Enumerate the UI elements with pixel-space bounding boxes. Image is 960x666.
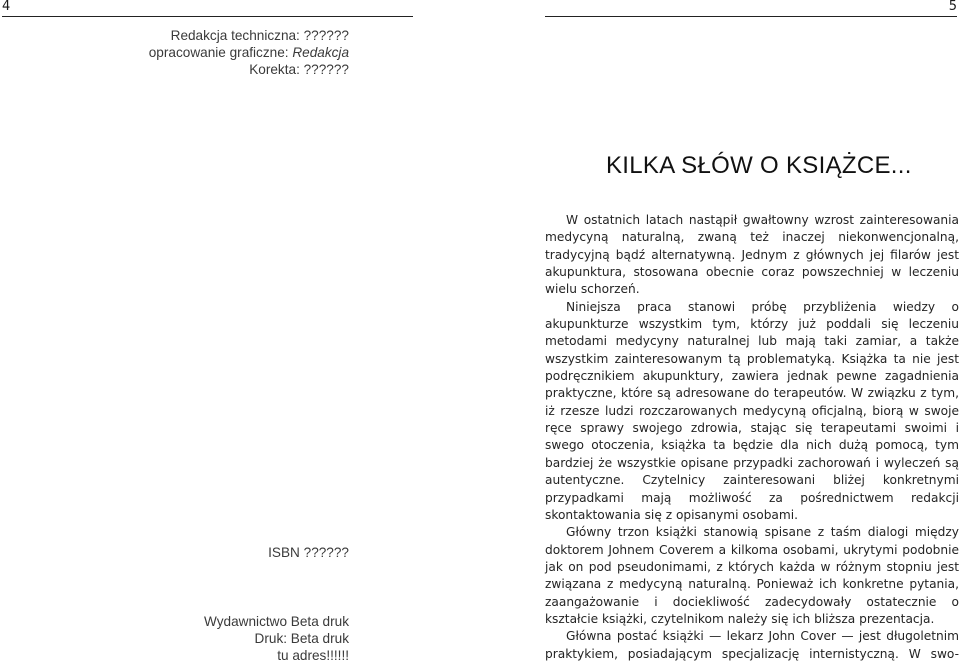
page-number-left: 4 bbox=[2, 0, 11, 14]
header-rule-right bbox=[545, 16, 957, 17]
printer-name: Druk: Beta druk bbox=[254, 631, 349, 646]
credit-proofreading: Korekta: ?????? bbox=[249, 62, 349, 77]
publisher-address: tu adres!!!!!! bbox=[277, 648, 349, 663]
left-page bbox=[0, 0, 414, 666]
publisher-name: Wydawnictwo Beta druk bbox=[204, 614, 349, 629]
chapter-title: KILKA SŁÓW O KSIĄŻCE... bbox=[606, 152, 912, 179]
credit-graphic-design: opracowanie graficzne: Redakcja bbox=[148, 45, 349, 60]
isbn-line: ISBN ?????? bbox=[268, 545, 349, 560]
paragraph: W ostatnich latach nastąpił gwałtowny wzrost zainteresowania medycyną naturalną, zwaną też inaczej niekonwencjonalną, tradycyjną bądź alternatywną. Jednym z głównych jej filarów jest akupunktura, stosowana obecnie coraz powszechniej w leczeniu wielu schorzeń. bbox=[545, 213, 959, 297]
chapter-body bbox=[545, 212, 959, 663]
paragraph: Główna postać książki — lekarz John Cover — jest długoletnim praktykiem, posiadającym specjalizację internistyczną. W swo- bbox=[545, 629, 959, 661]
paragraph: Niniejsza praca stanowi próbę przybliżenia wiedzy o akupunkturze wszystkim tym, którzy już poddali się leczeniu metodami medycyny naturalnej lub mają taki zamiar, a także wszystkim zainteresowanym tą problematyką. Książka ta nie jest podręcznikiem akupunktury, zawiera jednak pewne zagadnienia praktyczne, które są adresowane do terapeutów. W związku z tym, iż rzesze ludzi rozczarowanych medycyną oficjalną, biorą w swoje ręce sprawy swojego zdrowia, stając się terapeutami swoimi i swego otoczenia, książka ta będzie dla nich dużą pomocą, tym bardziej że wszystkie opisane przypadki zachorowań i wyleczeń są autentyczne. Czytelnicy zainteresowani bliżej konkretnymi przypadkami mają możliwość za pośrednictwem redakcji skontaktowania się z opisanymi osobami. bbox=[545, 299, 959, 522]
editorial-credits bbox=[0, 27, 349, 78]
credit-technical-editor: Redakcja techniczna: ?????? bbox=[170, 28, 349, 43]
page-number-right: 5 bbox=[948, 0, 957, 14]
publisher-credits bbox=[0, 613, 349, 664]
header-rule-left bbox=[2, 16, 413, 17]
paragraph: Główny trzon książki stanowią spisane z taśm dialogi między doktorem Johnem Coverem a kilkoma osobami, ukrytymi podobnie jak on pod pseudonimami, z których każda w różnym stopniu jest związana z medycyną naturalną. Ponieważ ich konkretne pytania, zaangażowanie i dociekliwość zadecydowały ostatecznie o kształcie książki, czytelnikom należy się ich bliższa prezentacja. bbox=[545, 525, 959, 626]
right-page bbox=[545, 0, 959, 666]
